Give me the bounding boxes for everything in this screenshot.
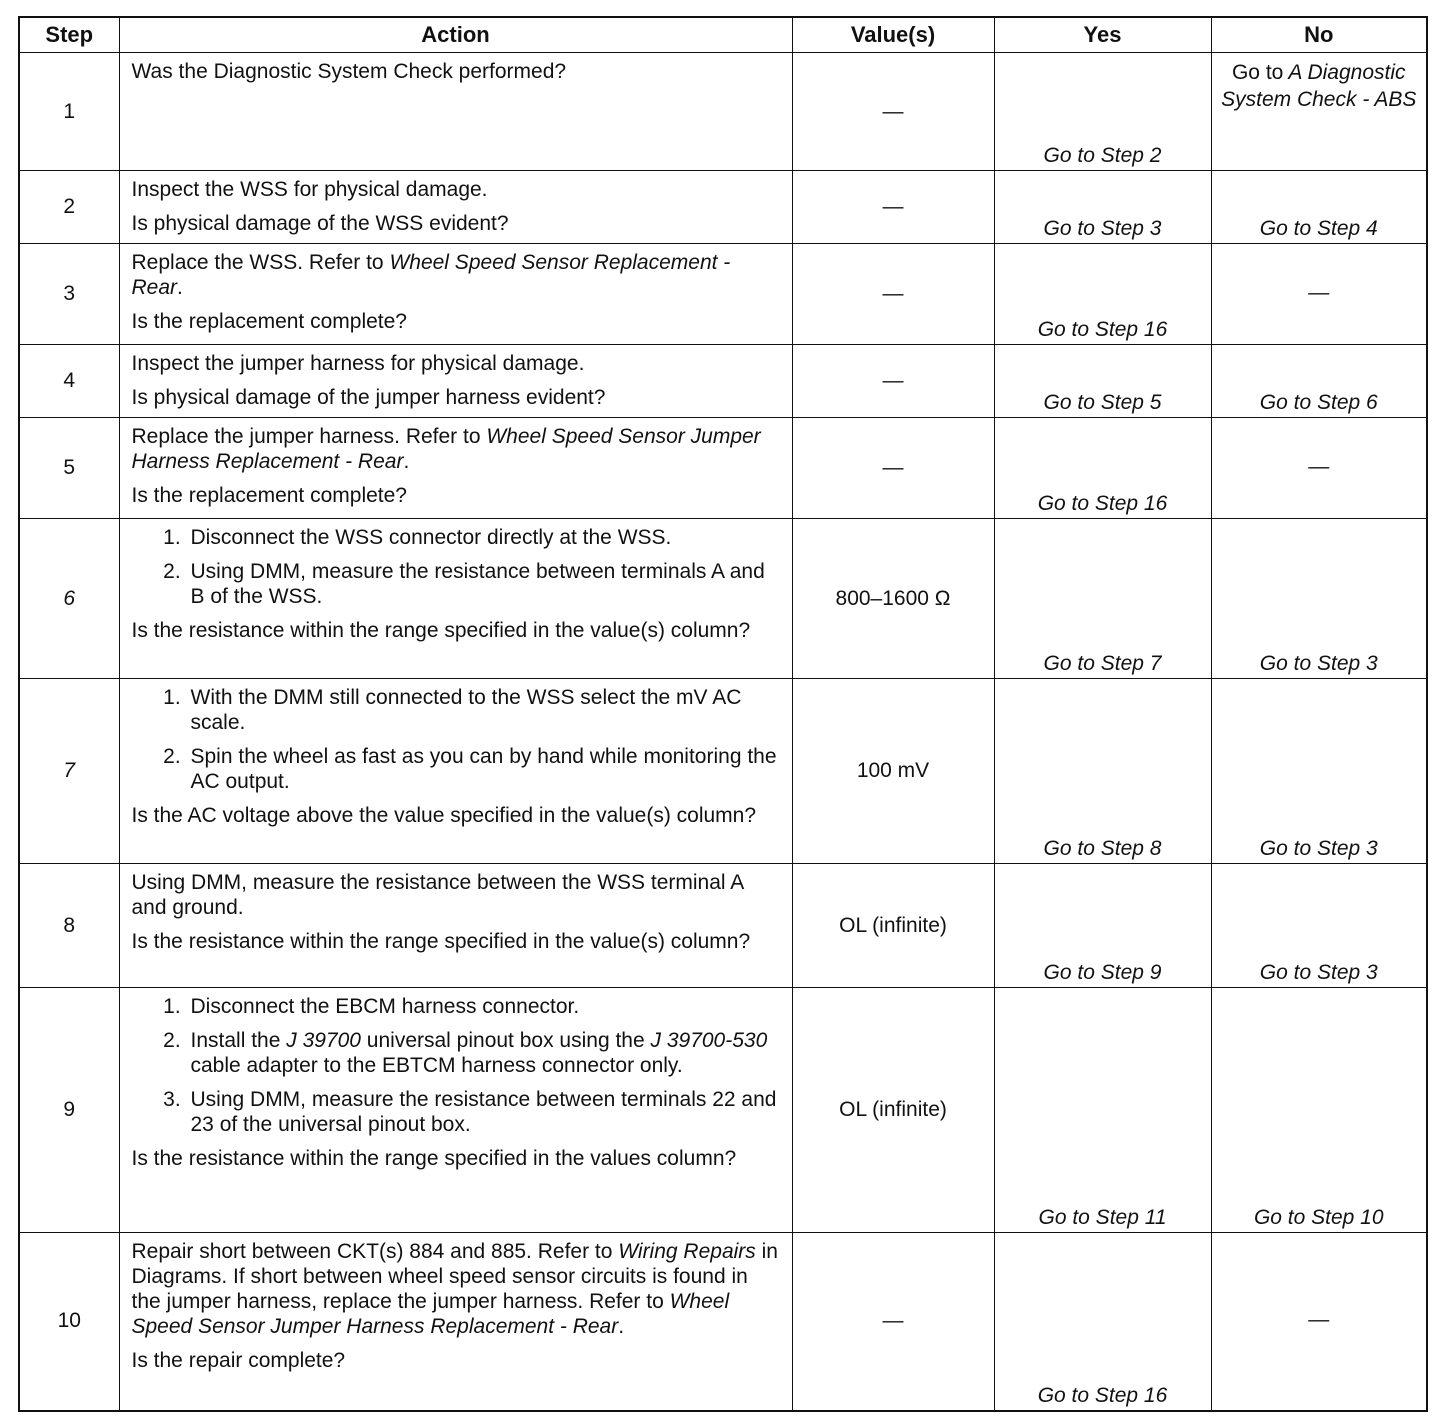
no-cell: — (1211, 244, 1427, 345)
header-step: Step (19, 17, 119, 53)
action-question: Is the replacement complete? (131, 310, 407, 333)
action-step-item (187, 1028, 780, 1078)
action-text-post: cable adapter to the EBTCM harness connector only. (190, 1054, 683, 1077)
yes-link[interactable]: Go to Step 7 (994, 519, 1211, 679)
table-row (19, 345, 1427, 418)
action-text-post: . (403, 450, 410, 473)
action-question: Is the resistance within the range specified in the value(s) column? (131, 930, 751, 953)
action-text: Inspect the jumper harness for physical damage. (131, 352, 585, 375)
header-values: Value(s) (792, 17, 994, 53)
step-number: 1 (19, 53, 119, 171)
procedure-reference-link[interactable]: Wheel Speed Sensor Jumper Harness Replacement - Rear (131, 425, 761, 473)
diagnostic-table (18, 16, 1428, 1412)
yes-link[interactable]: Go to Step 16 (994, 418, 1211, 519)
yes-link[interactable]: Go to Step 9 (994, 864, 1211, 988)
table-row (19, 53, 1427, 171)
table-row (19, 418, 1427, 519)
step-number: 6 (19, 519, 119, 679)
no-link-ref: A Diagnostic System Check - ABS (1221, 61, 1417, 111)
action-question: Was the Diagnostic System Check performed? (131, 60, 567, 83)
yes-link[interactable]: Go to Step 2 (994, 53, 1211, 171)
table-row (19, 988, 1427, 1233)
table-row (19, 519, 1427, 679)
action-cell (119, 345, 792, 418)
procedure-reference-link[interactable]: Wheel Speed Sensor Jumper Harness Replacement - Rear (131, 1290, 730, 1338)
action-question: Is the resistance within the range specified in the values column? (131, 1147, 737, 1170)
no-cell: — (1211, 1233, 1427, 1411)
action-step-item: 2. Using DMM, measure the resistance between terminals A and B of the WSS. (187, 559, 780, 609)
no-link[interactable] (1211, 53, 1427, 171)
header-no: No (1211, 17, 1427, 53)
action-step-item: 1. With the DMM still connected to the WSS select the mV AC scale. (187, 685, 780, 735)
action-steps-list (132, 525, 780, 609)
tool-reference: J 39700 (286, 1029, 361, 1052)
action-step-item: 1. Disconnect the EBCM harness connector. (187, 994, 780, 1019)
action-text (132, 250, 780, 300)
header-action: Action (119, 17, 792, 53)
step-number: 4 (19, 345, 119, 418)
action-text-pre: Install the (190, 1029, 287, 1052)
action-step-item: 3. Using DMM, measure the resistance between terminals 22 and 23 of the universal pinout box. (187, 1087, 780, 1137)
no-link[interactable]: Go to Step 4 (1211, 171, 1427, 244)
table-row (19, 679, 1427, 864)
action-cell (119, 53, 792, 171)
action-question: Is the resistance within the range specified in the value(s) column? (131, 619, 751, 642)
no-link[interactable]: Go to Step 3 (1211, 519, 1427, 679)
value-cell: OL (infinite) (792, 864, 994, 988)
value-cell: OL (infinite) (792, 988, 994, 1233)
action-cell (119, 519, 792, 679)
no-link[interactable]: Go to Step 3 (1211, 679, 1427, 864)
action-text-a: Repair short between CKT(s) 884 and 885. Refer to (131, 1240, 619, 1263)
action-question: Is the replacement complete? (131, 484, 407, 507)
table-row (19, 171, 1427, 244)
tool-reference: J 39700-530 (650, 1029, 768, 1052)
action-cell (119, 864, 792, 988)
action-cell (119, 988, 792, 1233)
step-number: 5 (19, 418, 119, 519)
action-text (132, 1239, 780, 1339)
header-row (19, 17, 1427, 53)
action-cell (119, 171, 792, 244)
step-number: 8 (19, 864, 119, 988)
no-link-prefix: Go to (1231, 61, 1284, 84)
yes-link[interactable]: Go to Step 16 (994, 1233, 1211, 1411)
action-text-c: in Diagrams. If short between wheel speed sensor circuits is found in the jumper harness, replace the jumper harness. Refer to (131, 1240, 778, 1313)
action-steps-list (132, 994, 780, 1137)
value-cell: — (792, 53, 994, 171)
yes-link[interactable]: Go to Step 11 (994, 988, 1211, 1233)
action-cell (119, 679, 792, 864)
table-row (19, 864, 1427, 988)
action-cell (119, 418, 792, 519)
procedure-reference-link[interactable]: Wiring Repairs (618, 1240, 756, 1263)
action-text: Using DMM, measure the resistance between the WSS terminal A and ground. (131, 871, 744, 919)
action-question: Is the AC voltage above the value specified in the value(s) column? (131, 804, 757, 827)
action-question: Is the repair complete? (131, 1349, 346, 1372)
action-text-pre: Replace the jumper harness. Refer to (131, 425, 487, 448)
action-cell (119, 244, 792, 345)
no-link[interactable]: Go to Step 10 (1211, 988, 1427, 1233)
action-text-post: . (177, 276, 183, 299)
yes-link[interactable]: Go to Step 8 (994, 679, 1211, 864)
action-text (132, 424, 780, 474)
value-cell: — (792, 244, 994, 345)
action-cell (119, 1233, 792, 1411)
yes-link[interactable]: Go to Step 5 (994, 345, 1211, 418)
action-question: Is physical damage of the jumper harness evident? (131, 386, 606, 409)
value-cell: — (792, 171, 994, 244)
action-text-pre: Replace the WSS. Refer to (131, 251, 390, 274)
no-link[interactable]: Go to Step 3 (1211, 864, 1427, 988)
step-number: 7 (19, 679, 119, 864)
action-step-item: 1. Disconnect the WSS connector directly at the WSS. (187, 525, 780, 550)
action-text-e: . (618, 1315, 625, 1338)
value-cell: — (792, 418, 994, 519)
action-question: Is physical damage of the WSS evident? (131, 212, 509, 235)
step-number: 3 (19, 244, 119, 345)
no-link[interactable]: Go to Step 6 (1211, 345, 1427, 418)
step-number: 10 (19, 1233, 119, 1411)
header-yes: Yes (994, 17, 1211, 53)
value-cell: — (792, 345, 994, 418)
table-row (19, 244, 1427, 345)
action-step-item: 2. Spin the wheel as fast as you can by hand while monitoring the AC output. (187, 744, 780, 794)
yes-link[interactable]: Go to Step 3 (994, 171, 1211, 244)
procedure-reference-link[interactable]: Wheel Speed Sensor Replacement - Rear (131, 251, 731, 299)
value-cell: — (792, 1233, 994, 1411)
yes-link[interactable]: Go to Step 16 (994, 244, 1211, 345)
action-steps-list (132, 685, 780, 794)
action-text-mid: universal pinout box using the (360, 1029, 651, 1052)
step-number: 2 (19, 171, 119, 244)
action-text: Inspect the WSS for physical damage. (131, 178, 488, 201)
value-cell: 100 mV (792, 679, 994, 864)
table-row (19, 1233, 1427, 1411)
no-cell: — (1211, 418, 1427, 519)
value-cell: 800–1600 Ω (792, 519, 994, 679)
step-number: 9 (19, 988, 119, 1233)
